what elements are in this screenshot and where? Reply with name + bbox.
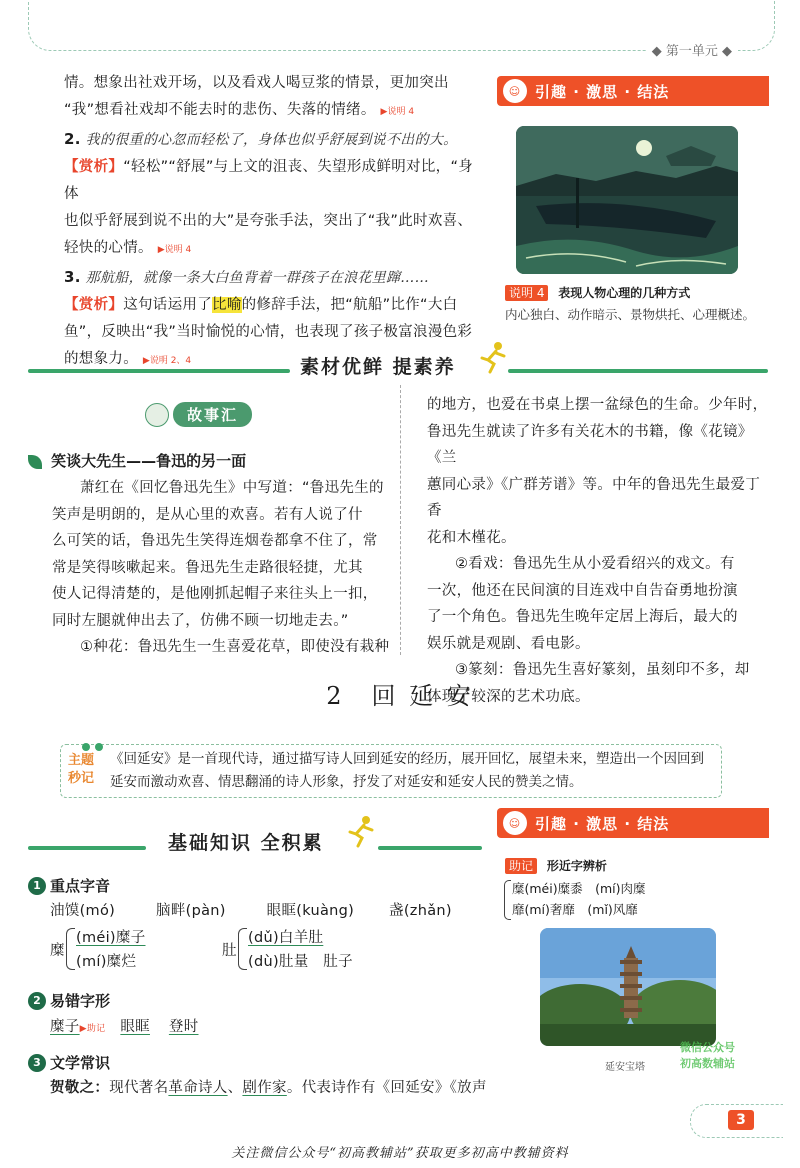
text-line bbox=[64, 97, 484, 126]
story-badge-wrap bbox=[145, 402, 252, 427]
text-span: 、 bbox=[227, 1080, 243, 1096]
unit-label: ◆ 第一单元 ◆ bbox=[646, 40, 738, 59]
text-line: 的地方，也爱在书桌上摆一盆绿色的生命。少年时， bbox=[427, 397, 768, 413]
text-line: 《回延安》是一首现代诗，通过描写诗人回到延安的经历，展开回忆，展望未来，塑造出一个因回到 bbox=[110, 751, 704, 767]
note-title: 表现人物心理的几种方式 bbox=[558, 286, 691, 300]
footer-text: 关注微信公众号“初高教辅站”获取更多初高中教辅资料 bbox=[231, 1146, 569, 1161]
text-span: 剧作家 bbox=[242, 1080, 287, 1096]
reading: (dǔ)白羊肚 bbox=[248, 930, 324, 946]
memo-title: 形近字辨析 bbox=[546, 859, 607, 873]
ref-marker: ▶说明 4 bbox=[157, 245, 192, 255]
text-span: 轻快的心情。 bbox=[64, 240, 153, 256]
divider-right bbox=[378, 846, 482, 850]
text-line: 笑声是明朗的，是从心里的欢喜。若有人说了什 bbox=[52, 506, 363, 523]
analysis-tag: 【赏析】 bbox=[64, 159, 124, 175]
brace bbox=[66, 928, 75, 970]
du-readings bbox=[248, 926, 353, 974]
mi-char: 糜 bbox=[50, 943, 65, 959]
literature-line bbox=[50, 1075, 490, 1102]
story-title-row bbox=[28, 450, 246, 471]
analysis-block bbox=[64, 70, 484, 375]
divider-right bbox=[508, 369, 768, 373]
story-right-column bbox=[427, 392, 772, 710]
text-span: 的想象力。 bbox=[64, 351, 138, 367]
memo-header bbox=[505, 857, 607, 874]
ref-marker: ▶说明 2、4 bbox=[142, 356, 192, 366]
lesson-title: 2 回 延 安 bbox=[326, 682, 474, 710]
note-tag: 说明 4 bbox=[505, 285, 548, 301]
pinyin-word: 盏(zhǎn) bbox=[389, 903, 452, 919]
note-header bbox=[505, 284, 775, 301]
section-title: 文学常识 bbox=[50, 1054, 111, 1072]
banner-text: 引趣 · 激思 · 结法 bbox=[535, 814, 670, 833]
photo-pagoda bbox=[540, 928, 716, 1046]
memo-body bbox=[512, 878, 646, 920]
reading: (méi)糜子 bbox=[76, 930, 146, 946]
text-line: 蕙同心录》《广群芳谱》等。中年的鲁迅先生最爱丁香 bbox=[427, 476, 761, 519]
note-body: 内心独白、动作暗示、景物烘托、心理概述。 bbox=[505, 307, 756, 322]
tip-banner-bottom bbox=[497, 808, 769, 838]
item-2-quote bbox=[64, 126, 484, 154]
item-3-quote bbox=[64, 264, 484, 292]
item-number: 3. bbox=[64, 268, 81, 286]
watermark-text: 微信公众号 bbox=[680, 1041, 735, 1054]
story-badge: 故事汇 bbox=[173, 402, 252, 427]
text-line: 娱乐就是观剧、看电影。 bbox=[427, 635, 590, 652]
s1-head bbox=[28, 875, 110, 896]
memo-marker: ▶助记 bbox=[79, 1024, 106, 1034]
memo-tag: 助记 bbox=[505, 858, 537, 874]
text-line: 一次，他还在民间演的目连戏中自告奋勇地扮演 bbox=[427, 582, 738, 599]
error-word: 登时 bbox=[168, 1019, 199, 1035]
error-word: 糜子 bbox=[50, 1019, 80, 1035]
text-span: 的修辞手法，把“航船”比作“大白 bbox=[241, 297, 458, 313]
watermark-text: 初高数辅站 bbox=[680, 1057, 735, 1070]
text-span: 。代表诗作有《回延安》《放声 bbox=[286, 1080, 487, 1096]
story-title: 笑谈大先生——鲁迅的另一面 bbox=[51, 452, 247, 470]
text-line bbox=[64, 154, 484, 208]
text-span: “我”想看社戏却不能去时的悲伤、失落的情绪。 bbox=[64, 102, 376, 118]
leaf-icon bbox=[28, 455, 42, 469]
smile-icon: ☺ bbox=[503, 79, 527, 103]
du-char: 肚 bbox=[222, 943, 237, 959]
text-line: 么可笑的话，鲁迅先生笑得连烟卷都拿不住了，常 bbox=[52, 533, 378, 549]
divider-left bbox=[28, 369, 290, 373]
text-span: 现代著名 bbox=[109, 1080, 169, 1096]
pinyin-word: 脑畔(pàn) bbox=[156, 903, 226, 919]
material-section-title: 素材优鲜 提素养 bbox=[300, 356, 456, 378]
text-line: 同时左腿就伸出去了，仿佛不顾一切地走去。” bbox=[52, 612, 349, 629]
error-word: 眼眶 bbox=[120, 1019, 150, 1035]
section-title: 易错字形 bbox=[50, 992, 111, 1010]
brace bbox=[504, 880, 511, 920]
reading-line bbox=[248, 926, 353, 950]
text-line: 情。想象出社戏开场，以及看戏人喝豆浆的情景，更加突出 bbox=[64, 75, 449, 91]
text-span: 这句话运用了 bbox=[123, 297, 213, 313]
runner-icon bbox=[476, 340, 510, 378]
reading: (mí)糜烂 bbox=[76, 954, 137, 970]
book-icon bbox=[145, 403, 169, 427]
text-line: 了一个角色。鲁迅先生晚年定居上海后，最大的 bbox=[427, 609, 738, 625]
text-line: 靡(mí)奢靡 (mǐ)风靡 bbox=[512, 902, 638, 917]
divider-left bbox=[28, 846, 146, 850]
photo-caption: 延安宝塔 bbox=[605, 1062, 645, 1073]
theme-text bbox=[110, 748, 718, 794]
banner-text: 引趣 · 激思 · 结法 bbox=[535, 82, 670, 101]
text-line: 常是笑得咳嗽起来。鲁迅先生走路很轻捷，尤其 bbox=[52, 559, 363, 576]
mi-readings bbox=[76, 926, 146, 974]
author-name: 贺敬之： bbox=[50, 1080, 110, 1096]
highlighted-word: 比喻 bbox=[212, 297, 242, 313]
text-line: 萧红在《回忆鲁迅先生》中写道：“鲁迅先生的 bbox=[80, 480, 384, 496]
analysis-tag: 【赏析】 bbox=[64, 297, 124, 313]
theme-label-1: 主题 bbox=[68, 753, 95, 768]
pinyin-row bbox=[50, 898, 470, 925]
error-words bbox=[50, 1014, 199, 1043]
text-line: 延安而激动欢喜、情思翻涌的诗人形象，抒发了对延安和延安人民的赞美之情。 bbox=[110, 774, 583, 790]
text-line: 也似乎舒展到说不出的大”是夸张手法，突出了“我”此时欢喜、 bbox=[64, 213, 473, 229]
text-line: ③篆刻：鲁迅先生喜好篆刻，虽刻印不多，却 bbox=[455, 662, 750, 678]
text-line: 花和木槿花。 bbox=[427, 529, 516, 546]
section-number: 3 bbox=[28, 1054, 46, 1072]
s2-head bbox=[28, 990, 110, 1011]
reading-line bbox=[76, 926, 146, 950]
smile-icon: ☺ bbox=[503, 811, 527, 835]
item-number: 2. bbox=[64, 130, 81, 148]
text-line: 鲁迅先生就读了许多有关花木的书籍，像《花镜》《兰 bbox=[427, 423, 753, 466]
brace bbox=[238, 928, 247, 970]
quote-text: 那航船，就像一条大白鱼背着一群孩子在浪花里蹿…… bbox=[85, 270, 429, 286]
runner-icon bbox=[344, 814, 378, 852]
ref-marker: ▶说明 4 bbox=[380, 107, 415, 117]
basics-section-title: 基础知识 全积累 bbox=[168, 832, 324, 854]
text-line: ②看戏：鲁迅先生从小爱看绍兴的戏文。有 bbox=[455, 556, 735, 572]
text-line: 使人记得清楚的，是他刚抓起帽子来往头上一扣， bbox=[52, 586, 378, 602]
text-line bbox=[64, 235, 484, 264]
pinyin-word: 油馍(mó) bbox=[50, 903, 116, 919]
s3-head bbox=[28, 1052, 110, 1073]
text-line: 体现了较深的艺术功底。 bbox=[427, 688, 590, 705]
tip-banner-top bbox=[497, 76, 769, 106]
text-span: “轻松”“舒展”与上文的沮丧、失望形成鲜明对比，“身体 bbox=[64, 159, 474, 202]
reading: (dù)肚量 肚子 bbox=[248, 954, 353, 970]
section-title: 重点字音 bbox=[50, 877, 111, 895]
theme-label-2: 秒记 bbox=[68, 771, 95, 786]
section-number: 2 bbox=[28, 992, 46, 1010]
text-span: 革命诗人 bbox=[168, 1080, 228, 1096]
text-line: ①种花：鲁迅先生一生喜爱花草，即使没有栽种 bbox=[80, 639, 390, 655]
text-line bbox=[64, 292, 484, 319]
section-number: 1 bbox=[28, 877, 46, 895]
story-left-column bbox=[52, 475, 392, 661]
quote-text: 我的很重的心忽而轻松了，身体也似乎舒展到说不出的大。 bbox=[85, 132, 458, 148]
illustration-night-boat bbox=[516, 126, 738, 274]
column-divider bbox=[400, 385, 401, 655]
text-line: 鱼”，反映出“我”当时愉悦的心情，也表现了孩子极富浪漫色彩 bbox=[64, 324, 473, 340]
theme-label bbox=[68, 752, 94, 788]
page-number: 3 bbox=[728, 1110, 754, 1130]
watermark bbox=[680, 1040, 735, 1072]
pinyin-word: 眼眶(kuàng) bbox=[266, 903, 355, 919]
text-line: 糜(méi)糜黍 (mí)肉糜 bbox=[512, 881, 646, 896]
